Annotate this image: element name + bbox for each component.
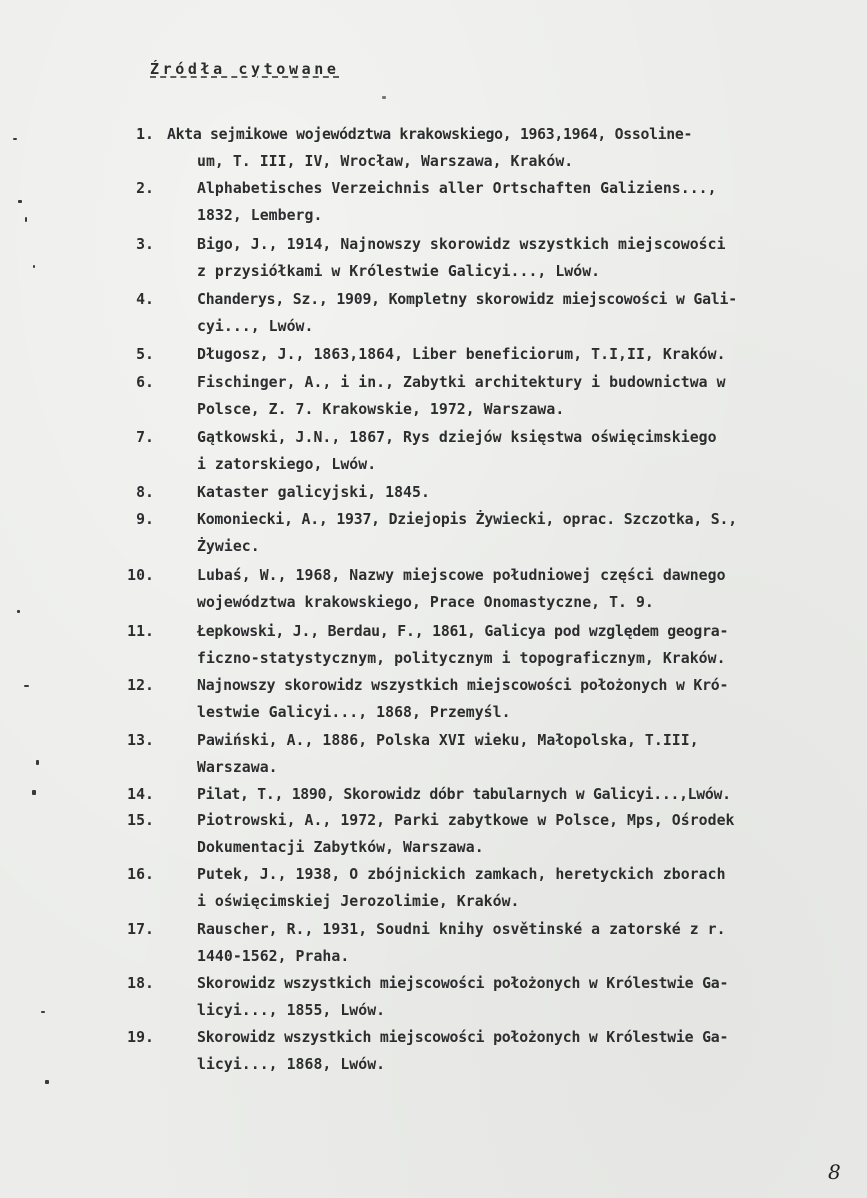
entry-line-1: Komoniecki, A., 1937, Dziejopis Żywiecki, oprac. Szczotka, S., bbox=[197, 511, 737, 528]
entry-line-2: um, T. III, IV, Wrocław, Warszawa, Kraków. bbox=[197, 153, 574, 170]
entry-line-1: Skorowidz wszystkich miejscowości położonych w Królestwie Ga- bbox=[197, 975, 729, 992]
entry-line-2: lestwie Galicyi..., 1868, Przemyśl. bbox=[197, 704, 511, 721]
entry-line-2: Żywiec. bbox=[197, 538, 260, 555]
entry-line-2: Dokumentacji Zabytków, Warszawa. bbox=[197, 839, 484, 856]
entry-line-1: Akta sejmikowe województwa krakowskiego, 1963,1964, Ossoline- bbox=[167, 126, 693, 143]
margin-ink-mark bbox=[17, 610, 20, 613]
entry-line-1: Najnowszy skorowidz wszystkich miejscowości położonych w Kró- bbox=[197, 677, 729, 694]
margin-ink-mark bbox=[32, 790, 36, 795]
margin-ink-mark bbox=[45, 1080, 49, 1084]
entry-number: 18. bbox=[127, 975, 154, 992]
entry-number: 10. bbox=[127, 567, 154, 584]
entry-line-1: Piotrowski, A., 1972, Parki zabytkowe w Polsce, Mps, Ośrodek bbox=[197, 812, 735, 829]
entry-line-2: ficzno-statystycznym, politycznym i topograficznym, Kraków. bbox=[197, 650, 726, 667]
entry-number: 6. bbox=[136, 374, 154, 391]
entry-number: 7. bbox=[136, 429, 154, 446]
entry-number: 2. bbox=[136, 180, 154, 197]
entry-line-1: Długosz, J., 1863,1864, Liber beneficiorum, T.I,II, Kraków. bbox=[197, 346, 726, 363]
entry-line-1: Gątkowski, J.N., 1867, Rys dziejów księstwa oświęcimskiego bbox=[197, 429, 717, 446]
entry-number: 12. bbox=[127, 677, 154, 694]
margin-ink-mark bbox=[18, 200, 22, 203]
entry-line-2: i oświęcimskiej Jerozolimie, Kraków. bbox=[197, 893, 520, 910]
entry-number: 8. bbox=[136, 484, 154, 501]
entry-line-2: licyi..., 1855, Lwów. bbox=[197, 1002, 386, 1019]
page-number: 8 bbox=[828, 1160, 841, 1184]
entry-line-1: Chanderys, Sz., 1909, Kompletny skorowidz miejscowości w Gali- bbox=[197, 291, 737, 308]
entry-line-1: Rauscher, R., 1931, Soudni knihy osvětinské a zatorské z r. bbox=[197, 921, 726, 938]
entry-line-1: Łepkowski, J., Berdau, F., 1861, Galicya pod względem geogra- bbox=[197, 623, 729, 640]
page-title: Źródła cytowane bbox=[150, 60, 340, 78]
entry-line-1: Lubaś, W., 1968, Nazwy miejscowe południowej części dawnego bbox=[197, 567, 726, 584]
entry-line-1: Fischinger, A., i in., Zabytki architektury i budownictwa w bbox=[197, 374, 726, 391]
entry-line-1: Skorowidz wszystkich miejscowości położonych w Królestwie Ga- bbox=[197, 1029, 729, 1046]
entry-number: 5. bbox=[136, 346, 154, 363]
entry-number: 11. bbox=[127, 623, 154, 640]
entry-line-2: z przysiółkami w Królestwie Galicyi..., Lwów. bbox=[197, 263, 601, 280]
entry-line-2: województwa krakowskiego, Prace Onomastyczne, T. 9. bbox=[197, 594, 654, 611]
entry-line-2: cyi..., Lwów. bbox=[197, 318, 314, 335]
entry-line-1: Putek, J., 1938, O zbójnickich zamkach, heretyckich zborach bbox=[197, 866, 726, 883]
title-ink-mark bbox=[382, 96, 386, 99]
entry-number: 14. bbox=[127, 786, 154, 803]
entry-number: 3. bbox=[136, 236, 154, 253]
entry-line-1: Pawiński, A., 1886, Polska XVI wieku, Małopolska, T.III, bbox=[197, 732, 699, 749]
entry-line-2: i zatorskiego, Lwów. bbox=[197, 456, 377, 473]
entry-number: 13. bbox=[127, 732, 154, 749]
margin-ink-mark bbox=[24, 685, 29, 687]
entry-line-1: Pilat, T., 1890, Skorowidz dóbr tabularnych w Galicyi...,Lwów. bbox=[197, 786, 731, 803]
entry-number: 16. bbox=[127, 866, 154, 883]
margin-ink-mark bbox=[33, 265, 35, 268]
entry-number: 17. bbox=[127, 921, 154, 938]
entry-number: 19. bbox=[127, 1029, 154, 1046]
entry-number: 4. bbox=[136, 291, 154, 308]
entry-line-2: Warszawa. bbox=[197, 759, 278, 776]
entry-line-2: 1440-1562, Praha. bbox=[197, 948, 350, 965]
margin-ink-mark bbox=[25, 217, 27, 222]
margin-ink-mark bbox=[13, 138, 17, 140]
entry-line-1: Kataster galicyjski, 1845. bbox=[197, 484, 430, 501]
entry-line-1: Alphabetisches Verzeichnis aller Ortschaften Galiziens..., bbox=[197, 180, 717, 197]
entry-line-2: licyi..., 1868, Lwów. bbox=[197, 1056, 386, 1073]
entry-number: 9. bbox=[136, 511, 154, 528]
entry-line-2: 1832, Lemberg. bbox=[197, 207, 323, 224]
entry-line-2: Polsce, Z. 7. Krakowskie, 1972, Warszawa. bbox=[197, 401, 565, 418]
margin-ink-mark bbox=[36, 760, 39, 765]
entry-number: 15. bbox=[127, 812, 154, 829]
entry-line-1: Bigo, J., 1914, Najnowszy skorowidz wszystkich miejscowości bbox=[197, 236, 726, 253]
margin-ink-mark bbox=[41, 1011, 45, 1013]
entry-number: 1. bbox=[136, 126, 154, 143]
